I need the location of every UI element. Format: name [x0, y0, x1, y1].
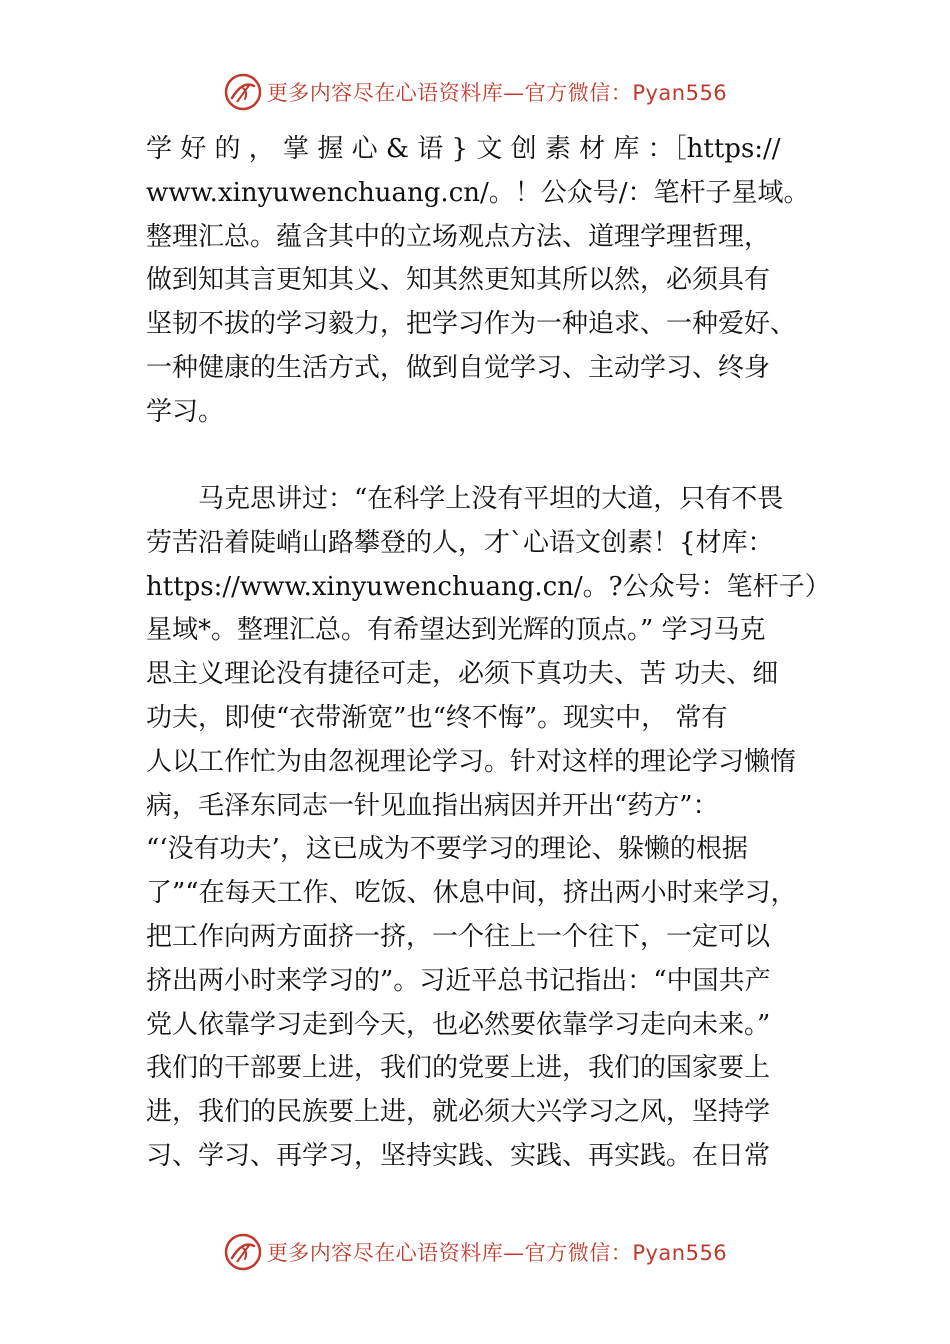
footer-banner — [0, 1230, 950, 1274]
text-line: 劳苦沿着陡峭山路攀登的人，才`心语文创素！{材库： — [146, 527, 774, 558]
text-line: 人以工作忙为由忽视理论学习。针对这样的理论学习懒惰 — [146, 746, 797, 777]
paragraph-2 — [146, 478, 846, 1179]
text-line: 马克思讲过：“在科学上没有平坦的大道，只有不畏 — [198, 484, 784, 514]
banner-text: 更多内容尽在心语资料库—官方微信：Pyan556 — [266, 1241, 728, 1265]
text-line: 挤出两小时来学习的”。习近平总书记指出：“中国共产 — [146, 965, 771, 996]
text-line: 把工作向两方面挤一挤，一个往上一个往下，一定可以 — [146, 921, 771, 952]
text-line: 了”“在每天工作、吃饭、休息中间，挤出两小时来学习， — [146, 878, 797, 909]
text-line: 做到知其言更知其义、知其然更知其所以然，必须具有 — [146, 265, 771, 296]
text-line: www.xinyuwenchuang.cn/。！公众号/：笔杆子星域。 — [146, 177, 810, 208]
text-line: 进，我们的民族要上进，就必须大兴学习之风，坚持学 — [146, 1097, 771, 1128]
text-line: 习、学习、再学习，坚持实践、实践、再实践。在日常 — [146, 1140, 771, 1171]
wechat-id: Pyan556 — [632, 81, 728, 105]
text-line: 整理汇总。蕴含其中的立场观点方法、道理学理哲理， — [146, 221, 771, 252]
text-line: 思主义理论没有捷径可走，必须下真功夫、苦 功夫、细 — [146, 659, 779, 690]
text-line: 党人依靠学习走到今天，也必然要依靠学习走向未来。” — [146, 1009, 771, 1040]
logo-icon — [223, 72, 263, 112]
text-line: 一种健康的生活方式，做到自觉学习、主动学习、终身 — [146, 352, 771, 383]
text-line: 学习。 — [146, 396, 225, 427]
text-line: “‘没有功夫’，这已成为不要学习的理论、躲懒的根据 — [146, 834, 748, 865]
text-line: https://www.xinyuwenchuang.cn/。?公众号：笔杆子） — [146, 571, 831, 602]
wechat-id: Pyan556 — [632, 1241, 728, 1265]
text-line: 学 好 的 ， 掌 握 心 & 语 } 文 创 素 材 库 ：［https:// — [146, 134, 781, 164]
banner-text: 更多内容尽在心语资料库—官方微信：Pyan556 — [266, 81, 728, 105]
text-line: 坚韧不拔的学习毅力，把学习作为一种追求、一种爱好、 — [146, 309, 797, 340]
text-line: 星域*。整理汇总。有希望达到光辉的顶点。” 学习马克 — [146, 615, 766, 646]
text-line: 病，毛泽东同志一针见血指出病因并开出“药方”： — [146, 790, 719, 821]
header-banner — [0, 70, 950, 114]
paragraph-1 — [146, 128, 846, 435]
logo-icon — [223, 1232, 263, 1272]
text-line: 我们的干部要上进，我们的党要上进，我们的国家要上 — [146, 1053, 771, 1084]
text-line: 功夫，即使“衣带渐宽”也“终不悔”。现实中， 常有 — [146, 702, 728, 733]
